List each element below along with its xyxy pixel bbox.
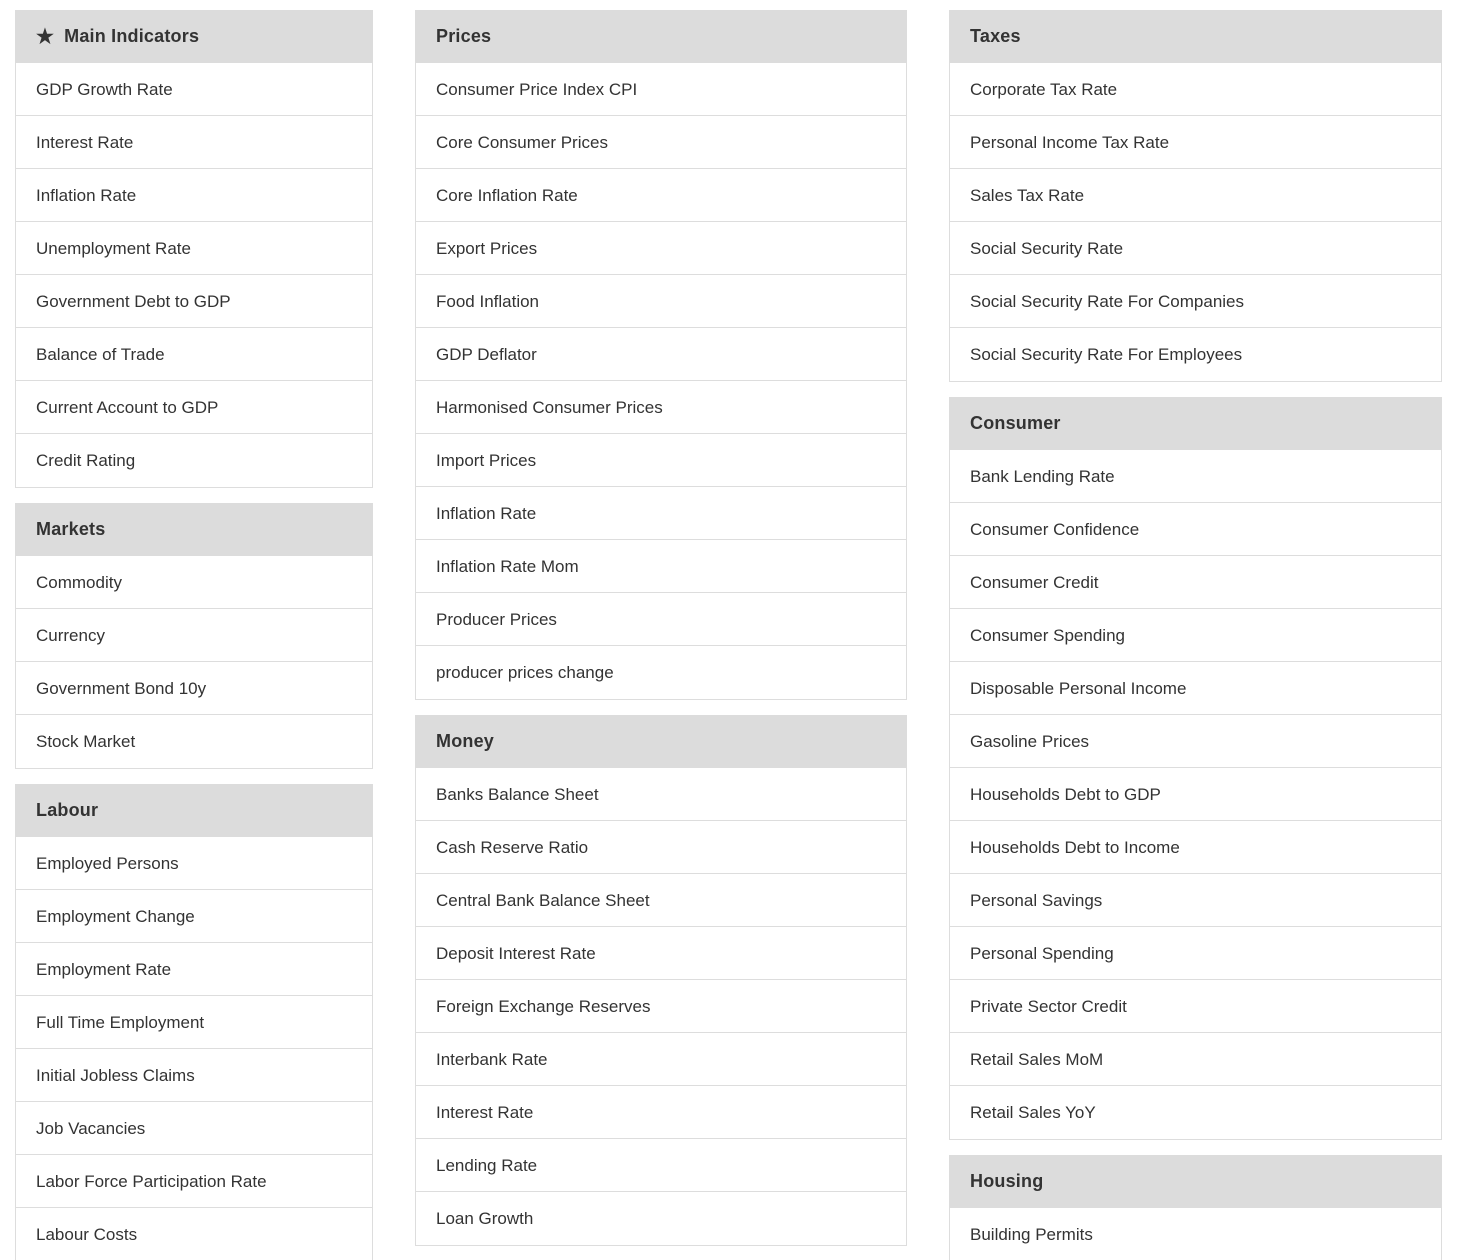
indicator-link[interactable]: Personal Spending bbox=[950, 927, 1441, 980]
indicator-link[interactable]: Harmonised Consumer Prices bbox=[416, 381, 906, 434]
section-title: Labour bbox=[36, 800, 99, 820]
indicator-link[interactable]: Consumer Credit bbox=[950, 556, 1441, 609]
indicator-link[interactable]: Personal Income Tax Rate bbox=[950, 116, 1441, 169]
indicator-link[interactable]: Currency bbox=[16, 609, 372, 662]
indicator-list bbox=[415, 63, 907, 700]
indicator-link[interactable]: Credit Rating bbox=[16, 434, 372, 487]
indicator-list bbox=[15, 837, 373, 1260]
indicator-link[interactable]: Inflation Rate bbox=[416, 487, 906, 540]
section-title: Markets bbox=[36, 519, 106, 539]
indicator-list bbox=[949, 63, 1442, 382]
indicator-link[interactable]: Commodity bbox=[16, 556, 372, 609]
section-header bbox=[949, 397, 1442, 450]
indicator-link[interactable]: Interest Rate bbox=[416, 1086, 906, 1139]
indicator-link[interactable]: Government Bond 10y bbox=[16, 662, 372, 715]
indicator-link[interactable]: Unemployment Rate bbox=[16, 222, 372, 275]
indicator-link[interactable]: Employment Change bbox=[16, 890, 372, 943]
indicator-section bbox=[415, 715, 907, 1246]
indicator-section bbox=[415, 10, 907, 700]
column-1 bbox=[15, 10, 373, 1260]
column-3 bbox=[949, 10, 1442, 1260]
indicator-link[interactable]: Current Account to GDP bbox=[16, 381, 372, 434]
indicator-link[interactable]: Food Inflation bbox=[416, 275, 906, 328]
indicator-link[interactable]: Corporate Tax Rate bbox=[950, 63, 1441, 116]
section-title: Housing bbox=[970, 1171, 1044, 1191]
indicator-link[interactable]: Job Vacancies bbox=[16, 1102, 372, 1155]
section-header bbox=[415, 10, 907, 63]
section-title: Money bbox=[436, 731, 495, 751]
indicator-link[interactable]: Sales Tax Rate bbox=[950, 169, 1441, 222]
indicator-link[interactable]: Bank Lending Rate bbox=[950, 450, 1441, 503]
indicator-link[interactable]: Producer Prices bbox=[416, 593, 906, 646]
indicator-list bbox=[415, 768, 907, 1246]
star-icon: ★ bbox=[36, 25, 55, 48]
indicator-link[interactable]: Inflation Rate Mom bbox=[416, 540, 906, 593]
indicator-link[interactable]: Government Debt to GDP bbox=[16, 275, 372, 328]
indicator-list bbox=[15, 556, 373, 769]
indicator-link[interactable]: Consumer Spending bbox=[950, 609, 1441, 662]
indicator-section bbox=[949, 397, 1442, 1140]
indicator-link[interactable]: Households Debt to Income bbox=[950, 821, 1441, 874]
indicator-link[interactable]: Private Sector Credit bbox=[950, 980, 1441, 1033]
indicator-link[interactable]: Social Security Rate For Companies bbox=[950, 275, 1441, 328]
indicator-link[interactable]: Personal Savings bbox=[950, 874, 1441, 927]
indicator-link[interactable]: Initial Jobless Claims bbox=[16, 1049, 372, 1102]
indicator-link[interactable]: Households Debt to GDP bbox=[950, 768, 1441, 821]
indicator-link[interactable]: Social Security Rate bbox=[950, 222, 1441, 275]
indicator-link[interactable]: Lending Rate bbox=[416, 1139, 906, 1192]
indicator-link[interactable]: Balance of Trade bbox=[16, 328, 372, 381]
indicator-link[interactable]: Inflation Rate bbox=[16, 169, 372, 222]
indicator-link[interactable]: Import Prices bbox=[416, 434, 906, 487]
indicator-link[interactable]: GDP Growth Rate bbox=[16, 63, 372, 116]
section-header bbox=[15, 10, 373, 63]
indicator-link[interactable]: Retail Sales MoM bbox=[950, 1033, 1441, 1086]
indicator-link[interactable]: Loan Growth bbox=[416, 1192, 906, 1245]
indicator-section bbox=[949, 1155, 1442, 1260]
indicator-link[interactable]: Employed Persons bbox=[16, 837, 372, 890]
indicator-link[interactable]: Interest Rate bbox=[16, 116, 372, 169]
indicator-link[interactable]: Export Prices bbox=[416, 222, 906, 275]
section-title: Main Indicators bbox=[64, 26, 200, 46]
indicator-list bbox=[949, 450, 1442, 1140]
indicator-link[interactable]: Consumer Price Index CPI bbox=[416, 63, 906, 116]
indicator-link[interactable]: Core Consumer Prices bbox=[416, 116, 906, 169]
indicator-link[interactable]: Labour Costs bbox=[16, 1208, 372, 1260]
section-header bbox=[949, 1155, 1442, 1208]
section-header bbox=[415, 715, 907, 768]
indicator-link[interactable]: Social Security Rate For Employees bbox=[950, 328, 1441, 381]
indicator-link[interactable]: Stock Market bbox=[16, 715, 372, 768]
indicator-link[interactable]: Gasoline Prices bbox=[950, 715, 1441, 768]
indicator-list bbox=[15, 63, 373, 488]
indicator-link[interactable]: Central Bank Balance Sheet bbox=[416, 874, 906, 927]
indicator-link[interactable]: Banks Balance Sheet bbox=[416, 768, 906, 821]
section-title: Consumer bbox=[970, 413, 1061, 433]
indicator-link[interactable]: Full Time Employment bbox=[16, 996, 372, 1049]
indicator-section bbox=[15, 10, 373, 488]
indicator-link[interactable]: Core Inflation Rate bbox=[416, 169, 906, 222]
indicator-link[interactable]: Labor Force Participation Rate bbox=[16, 1155, 372, 1208]
indicator-link[interactable]: Foreign Exchange Reserves bbox=[416, 980, 906, 1033]
indicator-list bbox=[949, 1208, 1442, 1260]
section-title: Prices bbox=[436, 26, 492, 46]
column-2 bbox=[415, 10, 907, 1260]
indicator-section bbox=[949, 10, 1442, 382]
indicator-link[interactable]: Cash Reserve Ratio bbox=[416, 821, 906, 874]
indicator-link[interactable]: Deposit Interest Rate bbox=[416, 927, 906, 980]
section-header bbox=[949, 10, 1442, 63]
indicator-link[interactable]: Disposable Personal Income bbox=[950, 662, 1441, 715]
indicator-section bbox=[15, 784, 373, 1260]
section-header bbox=[15, 503, 373, 556]
indicator-link[interactable]: Building Permits bbox=[950, 1208, 1441, 1260]
indicator-link[interactable]: Consumer Confidence bbox=[950, 503, 1441, 556]
section-header bbox=[15, 784, 373, 837]
indicator-link[interactable]: producer prices change bbox=[416, 646, 906, 699]
indicator-link[interactable]: Interbank Rate bbox=[416, 1033, 906, 1086]
indicator-section bbox=[15, 503, 373, 769]
indicator-link[interactable]: Retail Sales YoY bbox=[950, 1086, 1441, 1139]
section-title: Taxes bbox=[970, 26, 1021, 46]
indicator-link[interactable]: Employment Rate bbox=[16, 943, 372, 996]
indicator-link[interactable]: GDP Deflator bbox=[416, 328, 906, 381]
